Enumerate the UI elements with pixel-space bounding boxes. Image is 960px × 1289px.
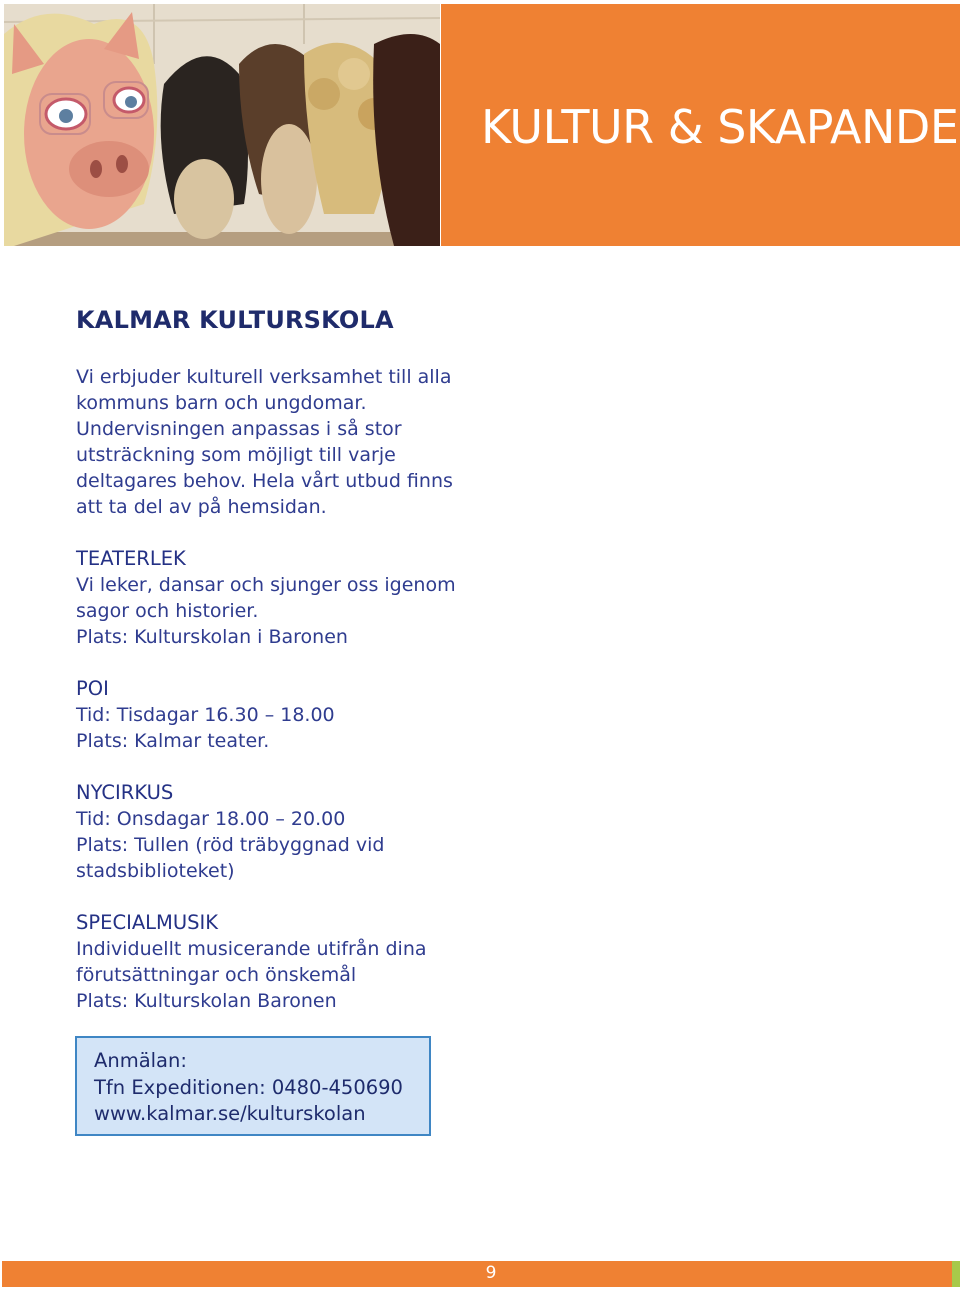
section-nycirkus	[76, 780, 496, 884]
intro-line: utsträckning som möjligt till varje	[76, 444, 396, 466]
intro-line: kommuns barn och ungdomar.	[76, 392, 367, 414]
intro-line: att ta del av på hemsidan.	[76, 496, 327, 518]
section-line: förutsättningar och önskemål	[76, 964, 357, 986]
section-line: Individuellt musicerande utifrån dina	[76, 938, 427, 960]
section-heading: SPECIALMUSIK	[76, 911, 219, 934]
section-poi	[76, 676, 496, 754]
footer-bar	[2, 1261, 952, 1287]
page-number: 9	[485, 1263, 497, 1283]
footer-accent	[952, 1261, 960, 1287]
intro-line: deltagares behov. Hela vårt utbud finns	[76, 470, 453, 492]
contact-label: Anmälan:	[94, 1049, 187, 1072]
section-heading: POI	[76, 677, 109, 700]
header-photo	[4, 4, 440, 246]
section-heading: TEATERLEK	[76, 547, 186, 570]
section-line: Tid: Onsdagar 18.00 – 20.00	[76, 808, 346, 830]
section-heading: NYCIRKUS	[76, 781, 174, 804]
intro-paragraph	[76, 364, 496, 520]
section-line: Plats: Tullen (röd träbyggnad vid	[76, 834, 385, 856]
section-line: Tid: Tisdagar 16.30 – 18.00	[76, 704, 335, 726]
contact-phone: Tfn Expeditionen: 0480-450690	[94, 1075, 403, 1099]
page-section-title: KULTUR & SKAPANDE	[481, 100, 959, 154]
section-line: stadsbiblioteket)	[76, 860, 235, 882]
intro-line: Undervisningen anpassas i så stor	[76, 418, 402, 440]
contact-website-link[interactable]: www.kalmar.se/kulturskolan	[94, 1102, 366, 1125]
section-teaterlek	[76, 546, 496, 650]
section-line: sagor och historier.	[76, 600, 259, 622]
section-specialmusik	[76, 910, 496, 1014]
school-title: KALMAR KULTURSKOLA	[76, 306, 394, 334]
main-content	[76, 306, 496, 1014]
contact-box	[75, 1036, 431, 1136]
intro-line: Vi erbjuder kulturell verksamhet till alla	[76, 366, 452, 388]
section-line: Plats: Kulturskolan i Baronen	[76, 626, 348, 648]
section-line: Plats: Kalmar teater.	[76, 730, 270, 752]
wigs-and-pig-mask-illustration	[4, 4, 440, 246]
contact-box-content	[94, 1048, 403, 1128]
section-line: Plats: Kulturskolan Baronen	[76, 990, 337, 1012]
section-line: Vi leker, dansar och sjunger oss igenom	[76, 574, 456, 596]
header-banner	[441, 4, 960, 246]
